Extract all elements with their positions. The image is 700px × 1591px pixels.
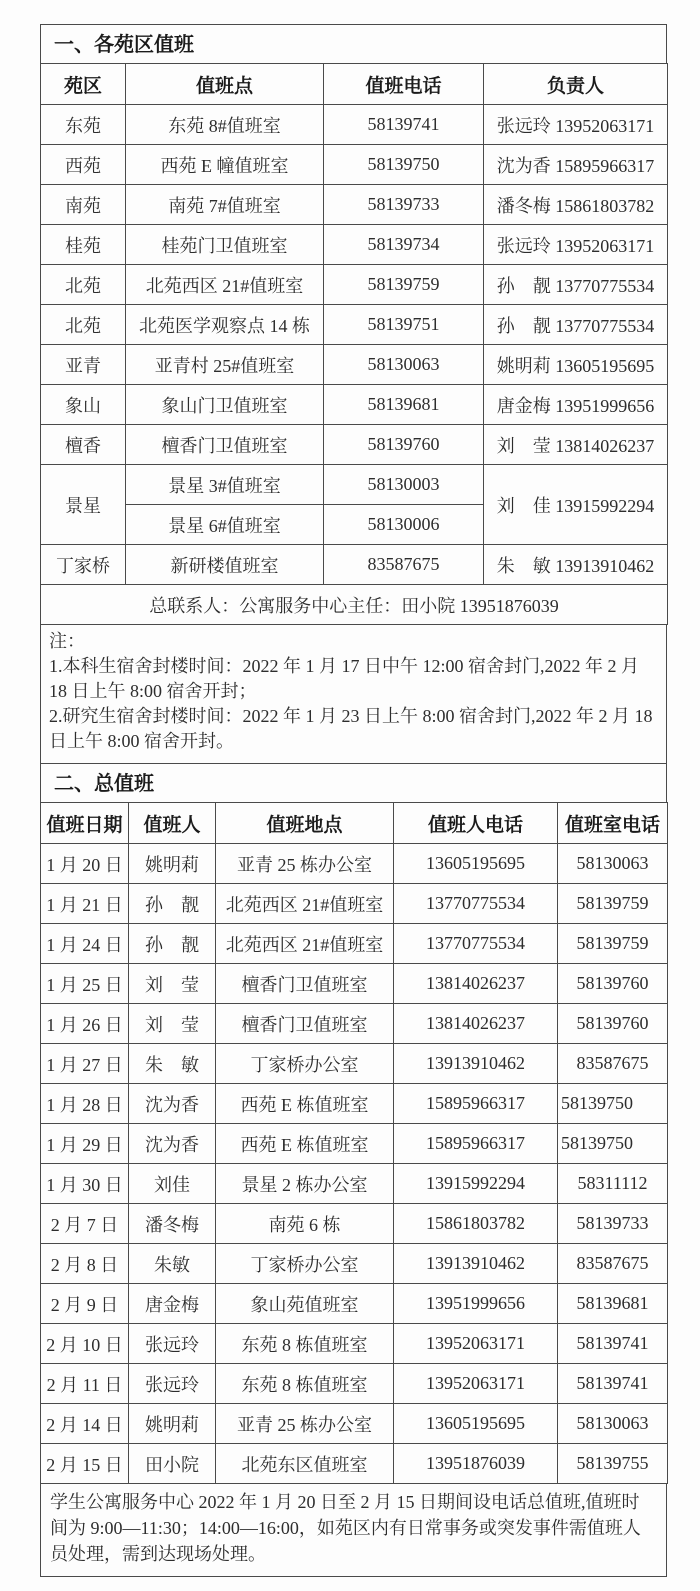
table-cell: 刘 莹: [129, 1004, 216, 1044]
table-cell: 张远玲: [129, 1324, 216, 1364]
table-cell: 北苑西区 21#值班室: [216, 884, 394, 924]
table-cell: 东苑 8#值班室: [126, 105, 324, 145]
table-cell: 檀香门卫值班室: [126, 425, 324, 465]
table-cell: 83587675: [324, 545, 484, 585]
table-cell: 58130063: [558, 1404, 668, 1444]
table-cell: 58139760: [558, 1004, 668, 1044]
table-cell: 58139734: [324, 225, 484, 265]
table-row: [41, 345, 668, 385]
table-cell: 孙 靓: [129, 924, 216, 964]
column-header: 值班日期: [41, 803, 129, 844]
table-cell: 刘 莹 13814026237: [484, 425, 668, 465]
table-cell: 景星: [41, 465, 126, 545]
table-cell: 桂苑门卫值班室: [126, 225, 324, 265]
table-cell: 姚明莉: [129, 1404, 216, 1444]
column-header: 值班人电话: [394, 803, 558, 844]
table-row: [41, 1324, 668, 1364]
table-cell: 沈为香: [129, 1124, 216, 1164]
column-header: 值班点: [126, 64, 324, 105]
table-cell: 潘冬梅 15861803782: [484, 185, 668, 225]
table-cell: 58130063: [324, 345, 484, 385]
table-cell: 58139759: [558, 924, 668, 964]
table-cell: 丁家桥办公室: [216, 1244, 394, 1284]
table-cell: 58139760: [324, 425, 484, 465]
table-cell: 13952063171: [394, 1364, 558, 1404]
table-row: [41, 1124, 668, 1164]
table-cell: 1 月 25 日: [41, 964, 129, 1004]
table-cell: 东苑: [41, 105, 126, 145]
table-cell: 亚青 25 栋办公室: [216, 1404, 394, 1444]
table-cell: 朱 敏 13913910462: [484, 545, 668, 585]
table-cell: 象山: [41, 385, 126, 425]
table-cell: 2 月 11 日: [41, 1364, 129, 1404]
table-cell: 83587675: [558, 1044, 668, 1084]
table-cell: 象山苑值班室: [216, 1284, 394, 1324]
table-row: [41, 1044, 668, 1084]
table-cell: 北苑东区值班室: [216, 1444, 394, 1484]
table-cell: 亚青村 25#值班室: [126, 345, 324, 385]
table-cell: 丁家桥: [41, 545, 126, 585]
note-line: 2.研究生宿舍封楼时间：2022 年 1 月 23 日上午 8:00 宿舍封门,2022 年 2 月 18 日上午 8:00 宿舍开封。: [49, 706, 653, 751]
table-cell: 北苑西区 21#值班室: [216, 924, 394, 964]
table-cell: 58139759: [558, 884, 668, 924]
area-duty-body: [41, 105, 668, 585]
table-cell: 58139741: [324, 105, 484, 145]
table-cell: 2 月 8 日: [41, 1244, 129, 1284]
table-cell: 13605195695: [394, 1404, 558, 1444]
table-cell: 西苑 E 栋值班室: [216, 1084, 394, 1124]
area-duty-header-row: [41, 64, 668, 105]
table-cell: 13951999656: [394, 1284, 558, 1324]
table-cell: 13913910462: [394, 1244, 558, 1284]
table-cell: 檀香: [41, 425, 126, 465]
table-cell: 13814026237: [394, 1004, 558, 1044]
table-cell: 1 月 27 日: [41, 1044, 129, 1084]
column-header: 负责人: [484, 64, 668, 105]
table-row: [41, 924, 668, 964]
table-cell: 亚青: [41, 345, 126, 385]
table-cell: 58139733: [324, 185, 484, 225]
table-row: [41, 145, 668, 185]
table-cell: 58311112: [558, 1164, 668, 1204]
table-cell: 13770775534: [394, 924, 558, 964]
table-cell: 58139741: [558, 1364, 668, 1404]
table-row: [41, 545, 668, 585]
column-header: 值班电话: [324, 64, 484, 105]
table-cell: 58139733: [558, 1204, 668, 1244]
table-cell: 亚青 25 栋办公室: [216, 844, 394, 884]
table-row: [41, 1404, 668, 1444]
table-cell: 桂苑: [41, 225, 126, 265]
table-row: [41, 1284, 668, 1324]
footnote-box: [40, 1483, 667, 1577]
contact-cell: 总联系人：公寓服务中心主任：田小院 13951876039: [41, 585, 668, 625]
table-row: [41, 225, 668, 265]
section2-title: 二、总值班: [40, 763, 667, 803]
table-row: [41, 385, 668, 425]
table-cell: 83587675: [558, 1244, 668, 1284]
general-duty-body: [41, 844, 668, 1484]
table-cell: 田小院: [129, 1444, 216, 1484]
table-cell: 西苑 E 栋值班室: [216, 1124, 394, 1164]
footnote-text: 学生公寓服务中心 2022 年 1 月 20 日至 2 月 15 日期间设电话总值班,值班时间为 9:00—11:30；14:00—16:00，如苑区内有日常事务或突发事件需值班人员处理，需到达现场处理。: [50, 1492, 641, 1564]
table-cell: 刘 佳 13915992294: [484, 465, 668, 545]
table-cell: 丁家桥办公室: [216, 1044, 394, 1084]
table-cell: 13951876039: [394, 1444, 558, 1484]
section1-title: 一、各苑区值班: [40, 24, 667, 64]
column-header: 值班室电话: [558, 803, 668, 844]
table-cell: 北苑: [41, 305, 126, 345]
table-cell: 1 月 21 日: [41, 884, 129, 924]
table-cell: 58130006: [324, 505, 484, 545]
table-cell: 2 月 14 日: [41, 1404, 129, 1444]
table-cell: 张远玲 13952063171: [484, 105, 668, 145]
table-cell: 朱敏: [129, 1244, 216, 1284]
table-cell: 唐金梅: [129, 1284, 216, 1324]
table-cell: 58130063: [558, 844, 668, 884]
table-cell: 13605195695: [394, 844, 558, 884]
table-cell: 58139750: [558, 1124, 668, 1164]
table-cell: 13915992294: [394, 1164, 558, 1204]
table-cell: 13952063171: [394, 1324, 558, 1364]
table-cell: 北苑: [41, 265, 126, 305]
note-line: 1.本科生宿舍封楼时间：2022 年 1 月 17 日中午 12:00 宿舍封门,2022 年 2 月 18 日上午 8:00 宿舍开封；: [49, 656, 639, 701]
table-row: [41, 1084, 668, 1124]
contact-row: [41, 585, 668, 625]
table-cell: 南苑 7#值班室: [126, 185, 324, 225]
table-cell: 58139681: [558, 1284, 668, 1324]
table-cell: 北苑西区 21#值班室: [126, 265, 324, 305]
table-cell: 孙 靓 13770775534: [484, 305, 668, 345]
column-header: 值班地点: [216, 803, 394, 844]
table-cell: 潘冬梅: [129, 1204, 216, 1244]
table-cell: 1 月 24 日: [41, 924, 129, 964]
table-row: [41, 844, 668, 884]
table-cell: 孙 靓 13770775534: [484, 265, 668, 305]
table-row: [41, 1164, 668, 1204]
table-cell: 檀香门卫值班室: [216, 964, 394, 1004]
table-cell: 58139760: [558, 964, 668, 1004]
table-cell: 58139751: [324, 305, 484, 345]
duty-schedule-document: [40, 24, 667, 1577]
table-row: [41, 1364, 668, 1404]
table-cell: 13770775534: [394, 884, 558, 924]
table-cell: 58139741: [558, 1324, 668, 1364]
column-header: 苑区: [41, 64, 126, 105]
table-cell: 1 月 30 日: [41, 1164, 129, 1204]
table-row: [41, 305, 668, 345]
table-cell: 15861803782: [394, 1204, 558, 1244]
table-cell: 13913910462: [394, 1044, 558, 1084]
table-cell: 南苑 6 栋: [216, 1204, 394, 1244]
table-cell: 2 月 15 日: [41, 1444, 129, 1484]
table-row: [41, 425, 668, 465]
table-row: [41, 265, 668, 305]
table-cell: 姚明莉 13605195695: [484, 345, 668, 385]
notes-box: [40, 624, 667, 764]
area-duty-table: [40, 63, 668, 625]
note-line: 注：: [49, 631, 85, 651]
table-cell: 朱 敏: [129, 1044, 216, 1084]
table-cell: 张远玲: [129, 1364, 216, 1404]
table-cell: 东苑 8 栋值班室: [216, 1364, 394, 1404]
table-cell: 58139750: [324, 145, 484, 185]
table-cell: 孙 靓: [129, 884, 216, 924]
table-cell: 1 月 29 日: [41, 1124, 129, 1164]
general-duty-header-row: [41, 803, 668, 844]
table-cell: 景星 2 栋办公室: [216, 1164, 394, 1204]
table-row: [41, 465, 668, 505]
table-cell: 北苑医学观察点 14 栋: [126, 305, 324, 345]
table-cell: 58130003: [324, 465, 484, 505]
table-cell: 58139755: [558, 1444, 668, 1484]
table-cell: 2 月 10 日: [41, 1324, 129, 1364]
table-cell: 沈为香: [129, 1084, 216, 1124]
column-header: 值班人: [129, 803, 216, 844]
general-duty-table: [40, 802, 668, 1484]
table-row: [41, 1204, 668, 1244]
table-cell: 沈为香 15895966317: [484, 145, 668, 185]
table-cell: 刘佳: [129, 1164, 216, 1204]
table-cell: 58139750: [558, 1084, 668, 1124]
table-cell: 15895966317: [394, 1124, 558, 1164]
table-cell: 2 月 9 日: [41, 1284, 129, 1324]
table-cell: 景星 6#值班室: [126, 505, 324, 545]
table-row: [41, 185, 668, 225]
table-cell: 檀香门卫值班室: [216, 1004, 394, 1044]
table-cell: 刘 莹: [129, 964, 216, 1004]
table-cell: 1 月 28 日: [41, 1084, 129, 1124]
table-cell: 58139681: [324, 385, 484, 425]
table-row: [41, 1444, 668, 1484]
table-row: [41, 1244, 668, 1284]
table-cell: 唐金梅 13951999656: [484, 385, 668, 425]
table-cell: 1 月 26 日: [41, 1004, 129, 1044]
table-row: [41, 884, 668, 924]
table-cell: 1 月 20 日: [41, 844, 129, 884]
table-cell: 15895966317: [394, 1084, 558, 1124]
table-cell: 西苑: [41, 145, 126, 185]
table-cell: 南苑: [41, 185, 126, 225]
table-cell: 东苑 8 栋值班室: [216, 1324, 394, 1364]
table-cell: 58139759: [324, 265, 484, 305]
table-row: [41, 1004, 668, 1044]
table-cell: 张远玲 13952063171: [484, 225, 668, 265]
table-cell: 象山门卫值班室: [126, 385, 324, 425]
table-cell: 13814026237: [394, 964, 558, 1004]
table-row: [41, 105, 668, 145]
table-cell: 西苑 E 幢值班室: [126, 145, 324, 185]
table-cell: 姚明莉: [129, 844, 216, 884]
table-cell: 新研楼值班室: [126, 545, 324, 585]
table-row: [41, 964, 668, 1004]
table-cell: 景星 3#值班室: [126, 465, 324, 505]
table-cell: 2 月 7 日: [41, 1204, 129, 1244]
